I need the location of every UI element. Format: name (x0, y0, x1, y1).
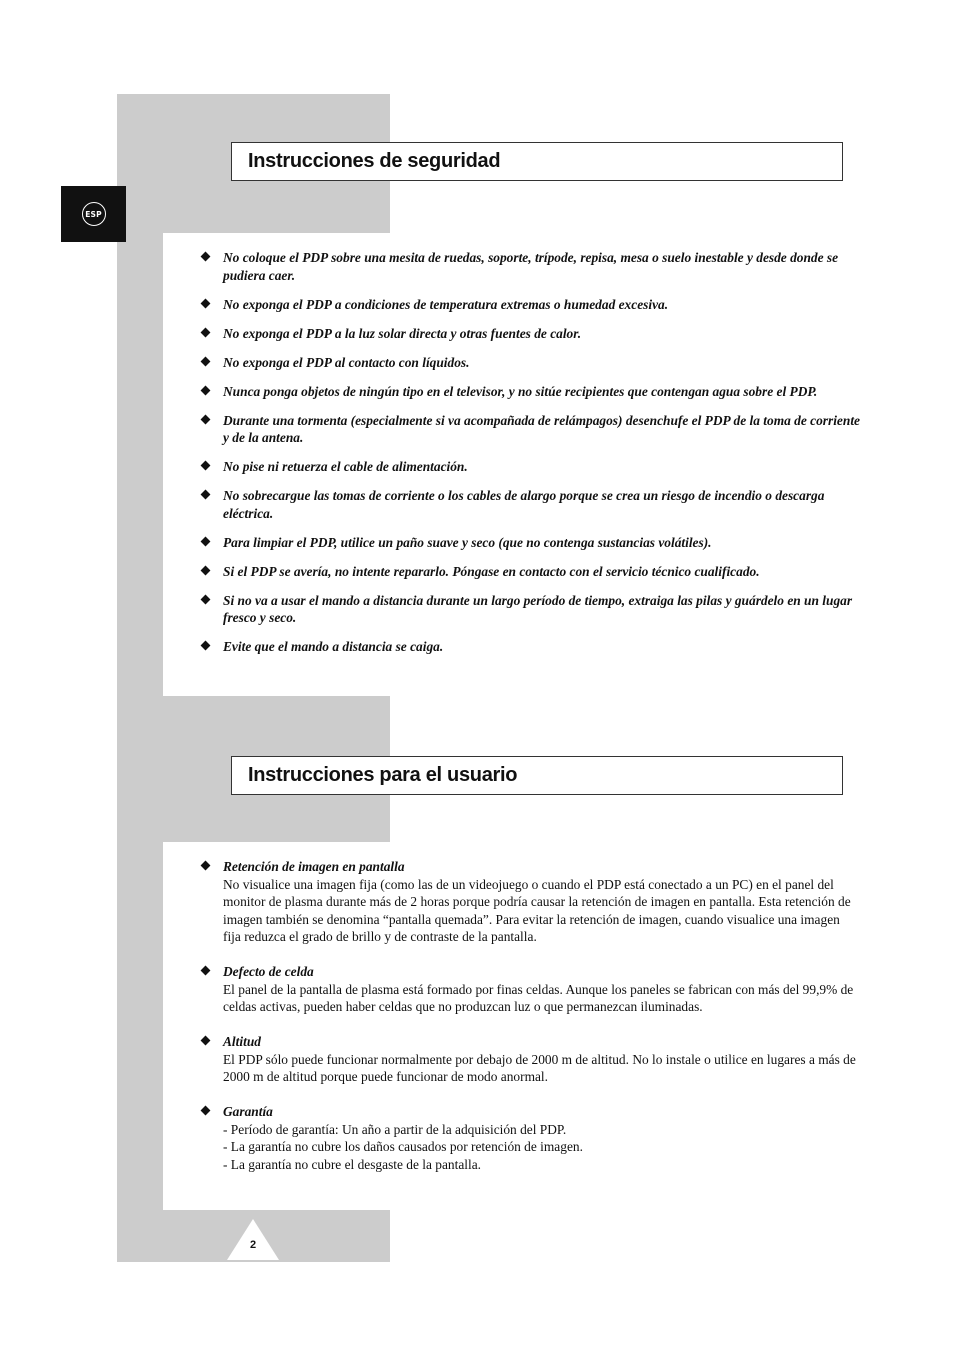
diamond-bullet-icon (201, 356, 211, 366)
item-heading: Altitud (223, 1034, 261, 1049)
item-body: El PDP sólo puede funcionar normalmente por debajo de 2000 m de altitud. No lo instale o utilice en lugares a más de 2000 m de altitud porque puede funcionar de modo anormal. (223, 1051, 856, 1084)
item-line: - Período de garantía: Un año a partir de la adquisición del PDP. (223, 1121, 567, 1137)
item-body: El panel de la pantalla de plasma está formado por finas celdas. Aunque los paneles se fabrican con más del 99,9% de celdas activas, pueden haber celdas que no produzcan luz o que permanezcan iluminadas. (223, 981, 854, 1014)
item-heading: Defecto de celda (223, 964, 314, 979)
list-item (201, 1033, 861, 1086)
list-item (201, 412, 861, 447)
diamond-bullet-icon (201, 327, 211, 337)
page-number: 2 (249, 1239, 257, 1251)
diamond-bullet-icon (201, 641, 211, 651)
safety-item-text: Durante una tormenta (especialmente si va acompañada de relámpagos) desenchufe el PDP de la toma de corriente y de la antena. (223, 412, 860, 445)
diamond-bullet-icon (201, 565, 211, 575)
diamond-bullet-icon (201, 490, 211, 500)
list-item (201, 1103, 861, 1173)
item-line: - La garantía no cubre el desgaste de la pantalla. (223, 1156, 482, 1172)
safety-list (201, 249, 861, 667)
safety-item-text: No exponga el PDP al contacto con líquidos. (223, 354, 470, 370)
list-item (201, 592, 861, 627)
list-item (201, 858, 861, 946)
diamond-bullet-icon (201, 1106, 211, 1116)
user-title: Instrucciones para el usuario (248, 764, 518, 786)
language-badge: ESP (82, 202, 106, 226)
safety-item-text: Nunca ponga objetos de ningún tipo en el televisor, y no sitúe recipientes que contengan agua sobre el PDP. (223, 383, 818, 399)
item-line: - La garantía no cubre los daños causados por retención de imagen. (223, 1139, 583, 1154)
list-item (201, 638, 861, 656)
page-marker (227, 1219, 279, 1260)
list-item (201, 325, 861, 343)
safety-item-text: Evite que el mando a distancia se caiga. (223, 639, 444, 654)
safety-item-text: No exponga el PDP a la luz solar directa y otras fuentes de calor. (223, 325, 582, 341)
safety-item-text: No pise ni retuerza el cable de alimentación. (223, 459, 468, 474)
safety-item-text: Para limpiar el PDP, utilice un paño suave y seco (que no contenga sustancias volátiles). (223, 534, 712, 550)
diamond-bullet-icon (201, 414, 211, 424)
diamond-bullet-icon (201, 861, 211, 871)
list-item (201, 963, 861, 1016)
safety-item-text: No coloque el PDP sobre una mesita de ruedas, soporte, trípode, repisa, mesa o suelo inestable y desde donde se pudiera caer. (223, 250, 839, 283)
diamond-bullet-icon (201, 1036, 211, 1046)
user-title-box (231, 756, 843, 795)
list-item (201, 487, 861, 522)
list-item (201, 383, 861, 401)
list-item (201, 249, 861, 284)
diamond-bullet-icon (201, 594, 211, 604)
safety-title-box (231, 142, 843, 181)
item-heading: Garantía (223, 1104, 273, 1119)
list-item (201, 296, 861, 314)
list-item (201, 458, 861, 476)
diamond-bullet-icon (201, 536, 211, 546)
safety-item-text: No exponga el PDP a condiciones de temperatura extremas o humedad excesiva. (223, 296, 669, 312)
list-item (201, 354, 861, 372)
diamond-bullet-icon (201, 252, 211, 262)
language-tab (61, 186, 126, 242)
item-heading: Retención de imagen en pantalla (223, 859, 405, 874)
safety-item-text: Si no va a usar el mando a distancia durante un largo período de tiempo, extraiga las pilas y guárdelo en un lugar fresco y seco. (223, 592, 853, 625)
list-item (201, 563, 861, 581)
safety-title: Instrucciones de seguridad (248, 150, 501, 172)
user-list (201, 858, 861, 1191)
item-body: No visualice una imagen fija (como las de un videojuego o cuando el PDP está conectado a un PC) en el panel del monitor de plasma durante más de 2 horas porque podría causar la retención de imagen en pantalla. Esta retención de imagen también se denomina “pantalla quemada”. Para evitar la retención de imagen, cuando visualice una imagen fija reduzca el grado de brillo y de contraste de la pantalla. (223, 876, 851, 944)
diamond-bullet-icon (201, 966, 211, 976)
safety-item-text: Si el PDP se avería, no intente repararlo. Póngase en contacto con el servicio técnico cualificado. (223, 563, 760, 579)
list-item (201, 534, 861, 552)
diamond-bullet-icon (201, 385, 211, 395)
diamond-bullet-icon (201, 298, 211, 308)
safety-item-text: No sobrecargue las tomas de corriente o los cables de alargo porque se crea un riesgo de incendio o descarga eléctrica. (223, 488, 825, 521)
diamond-bullet-icon (201, 461, 211, 471)
